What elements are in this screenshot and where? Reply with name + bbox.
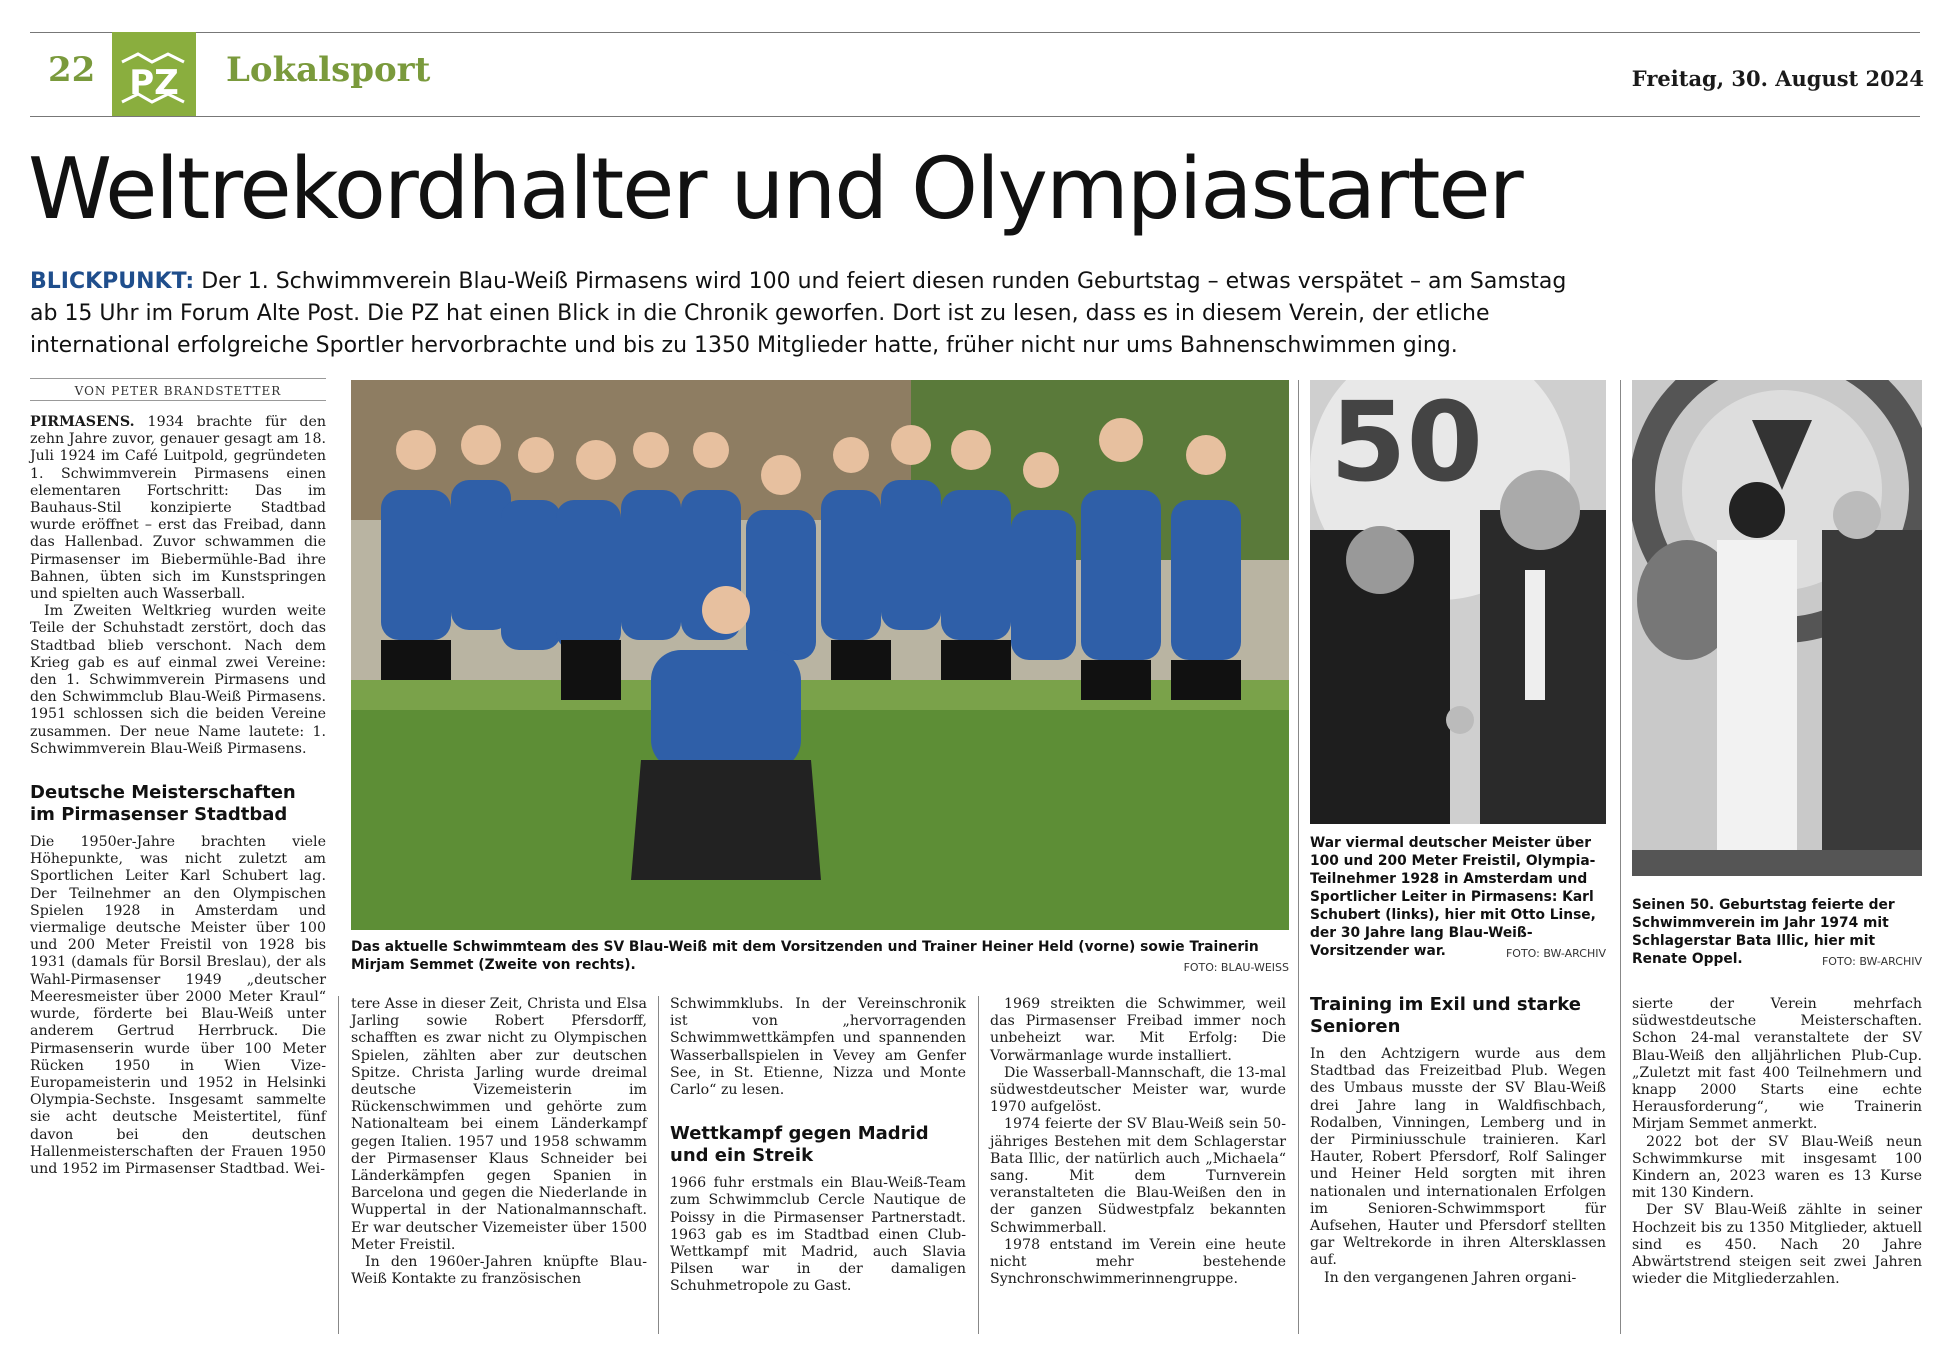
illic-caption-text: Seinen 50. Geburtstag feierte der Schwimmverein im Jahr 1974 mit Schlagerstar Bata Illic, hier mit Renate Oppel. [1632,897,1895,967]
paragraph: tere Asse in dieser Zeit, Christa und Elsa Jarling sowie Robert Pfersdorff, schafften es zwar nicht zu Olympischen Spielen, zählten aber zur deutschen Spitze. Christa Jarling wurde dreimal deutsche Vizemeisterin im Rückenschwimmen und gehörte zum Nationalteam bei einem Länderkampf gegen Italien. 1957 und 1958 schwamm der Pirmasenser Klaus Schneider bei Länderkämpfen gegen Spanien in Barcelona und gegen die Niederlande in Wuppertal in der Nationalmannschaft. Er war deutscher Vizemeister über 1500 Meter Freistil. [351,996,647,1253]
subheading-1: Deutsche Meisterschaften im Pirmasenser Stadtbad [30,782,296,826]
paragraph: 1974 feierte der SV Blau-Weiß sein 50-jähriges Bestehen mit dem Schlagerstar Bata Illic, der natürlich auch „Michaela“ sang. Mit dem Turnverein veranstalteten die Blau-Weißen den in der ganzen Südwestpfalz bekannten Schwimmerball. [990,1116,1286,1236]
illic-photo [1632,380,1922,876]
paragraph: Schwimmklubs. In der Vereinschronik ist von „hervorragenden Schwimmwettkämpfen und spannenden Wasserballspielen in Vevey am Genfer See, in St. Etienne, Nizza und Monte Carlo“ zu lesen. [670,996,966,1099]
paragraph: 1969 streikten die Schwimmer, weil das Pirmasenser Freibad immer noch unbeheizt war. Mit Erfolg: Die Vorwärmanlage wurde installiert. [990,996,1286,1064]
team-photo [351,380,1289,930]
paragraph: sierte der Verein mehrfach südwestdeutsche Meisterschaften. Schon 24-mal veranstaltete der SV Blau-Weiß den alljährlichen Plub-Cup. „Zuletzt mit fast 400 Teilnehmern und knapp 2000 Starts eine echte Herausforderung“, wie Trainerin Mirjam Semmet anmerkt. [1632,996,1922,1133]
column-6 [1632,996,1922,1288]
schubert-caption [1310,834,1606,963]
column-2 [351,996,647,1288]
paragraph: In den 1960er-Jahren knüpfte Blau-Weiß Kontakte zu französischen [351,1254,647,1288]
svg-text:50: 50 [1330,380,1484,506]
paragraph: Im Zweiten Weltkrieg wurden weite Teile der Schuhstadt zerstört, doch das Stadtbad blieb verschont. Nach dem Krieg gab es auf einmal zwei Vereine: den 1. Schwimmverein Pirmasens und den Schwimmclub Blau-Weiß Pirmasens. 1951 schlossen sich die beiden Vereine zusammen. Der neue Name lautete: 1. Schwimmverein Blau-Weiß Pirmasens. [30,603,326,757]
column-5 [1310,974,1606,1287]
section-title: Lokalsport [226,50,431,90]
intro-kicker: BLICKPUNKT: [30,269,195,294]
column-4 [990,996,1286,1288]
schubert-credit: FOTO: BW-ARCHIV [1505,947,1606,960]
intro [30,266,1570,362]
paragraph: Die 1950er-Jahre brachten viele Höhepunkte, was nicht zuletzt am Sportlichen Leiter Karl Schubert lag. Der Teilnehmer an den Olympischen Spielen 1928 in Amsterdam und viermalige deutsche Meister über 100 und 200 Meter Freistil von 1928 bis 1931 (damals für Borsil Breslau), der als Wahl-Pirmasenser 1949 „deutscher Meeresmeister über 2000 Meter Kraul“ wurde, förderte bei Blau-Weiß unter anderem Gertrud Herrbruck. Die Pirmasenserin wurde über 100 Meter Rücken 1950 in Wien Vize-Europameisterin und 1952 in Helsinki Olympia-Sechste. Insgesamt sammelte sie acht deutsche Meistertitel, fünf davon bei den deutschen Hallenmeisterschaften der Frauen 1950 und 1952 im Pirmasenser Stadtbad. Wei- [30,834,326,1177]
paragraph: 1966 fuhr erstmals ein Blau-Weiß-Team zum Schwimmclub Cercle Nautique de Poissy in die Pirmasenser Partnerstadt. 1963 gab es im Stadtbad einen Club-Wettkampf mit Madrid, auch Slavia Pilsen war in der damaligen Schuhmetropole zu Gast. [670,1175,966,1295]
column-separator [978,996,979,1334]
intro-text: Der 1. Schwimmverein Blau-Weiß Pirmasens wird 100 und feiert diesen runden Geburtstag – etwas verspätet – am Samstag ab 15 Uhr im Forum Alte Post. Die PZ hat einen Blick in die Chronik geworfen. Dort ist zu lesen, dass es in diesem Verein, der etliche international erfolgreiche Sportler hervorbrachte und bis zu 1350 Mitglieder hatte, früher nicht nur ums Bahnenschwimmen ging. [30,269,1567,358]
logo-text: PZ [129,63,179,103]
column-1 [30,414,326,1178]
column-separator [338,996,339,1334]
byline: VON PETER BRANDSTETTER [74,384,282,398]
column-separator [658,996,659,1334]
team-caption-text: Das aktuelle Schwimmteam des SV Blau-Weiß mit dem Vorsitzenden und Trainer Heiner Held (vorne) sowie Trainerin Mirjam Semmet (Zweite von rechts). [351,939,1259,973]
subheading-2: Wettkampf gegen Madrid und ein Streik [670,1123,929,1167]
paragraph: Der SV Blau-Weiß zählte in seiner Hochzeit bis zu 1350 Mitglieder, aktuell sind es 450. Nach 20 Jahre Abwärtstrend steigen seit zwei Jahren wieder die Mitgliederzahlen. [1632,1202,1922,1288]
team-credit: FOTO: BLAU-WEISS [1183,961,1289,974]
paragraph: Die Wasserball-Mannschaft, die 13-mal südwestdeutscher Meister war, wurde 1970 aufgelöst. [990,1064,1286,1116]
column-3 [670,996,966,1296]
paragraph: In den vergangenen Jahren organi- [1324,1269,1577,1286]
dateline: PIRMASENS. [30,414,135,430]
paragraph: 2022 bot der SV Blau-Weiß neun Schwimmkurse mit insgesamt 100 Kindern an, 2023 waren es 13 Kurse mit 130 Kindern. [1632,1133,1922,1202]
column-separator [1620,380,1621,1334]
headline: Weltrekordhalter und Olympiastarter [28,140,1522,239]
page-number: 22 [48,50,96,90]
illic-caption [1632,896,1922,971]
paragraph: 1978 entstand im Verein eine heute nicht mehr bestehende Synchronschwimmerinnengruppe. [990,1236,1286,1288]
schubert-photo [1310,380,1606,824]
paragraph: In den Achtzigern wurde aus dem Stadtbad das Freizeitbad Plub. Wegen des Umbaus musste der SV Blau-Weiß drei Jahre lang in Waldfischbach, Rodalben, Vinningen, Lemberg und in der Pirminiusschule trainieren. Karl Hauter, Robert Pfersdorf, Rolf Salinger und Heiner Held sorgten mit ihren nationalen und internationalen Erfolgen im Senioren-Schwimmsport für Aufsehen, Hauter und Pfersdorf stellten gar Weltrekorde in ihren Altersklassen auf. [1310,1046,1606,1269]
team-caption [351,938,1289,977]
issue-date: Freitag, 30. August 2024 [1631,66,1924,91]
subheading-3: Training im Exil und starke Senioren [1310,994,1581,1037]
schubert-caption-text: War viermal deutscher Meister über 100 und 200 Meter Freistil, Olympia-Teilnehmer 1928 in Amsterdam und Sportlicher Leiter in Pirmasens: Karl Schubert (links), hier mit Otto Linse, der 30 Jahre lang Blau-Weiß-Vorsitzender war. [1310,835,1596,959]
pz-logo [112,32,196,116]
illic-credit: FOTO: BW-ARCHIV [1821,955,1922,968]
column-separator [1298,380,1299,1334]
paragraph: 1934 brachte für den zehn Jahre zuvor, genauer gesagt am 18. Juli 1924 im Café Luitpold, gegründeten 1. Schwimmverein Pirmasens einen elementaren Fortschritt: Das im Bauhaus-Stil konzipierte Stadtbad wurde eröffnet – erst das Freibad, dann das Hallenbad. Zuvor schwammen die Pirmasenser im Biebermühle-Bad ihre Bahnen, übten sich im Kunstspringen und spielten auch Wasserball. [30,414,326,603]
